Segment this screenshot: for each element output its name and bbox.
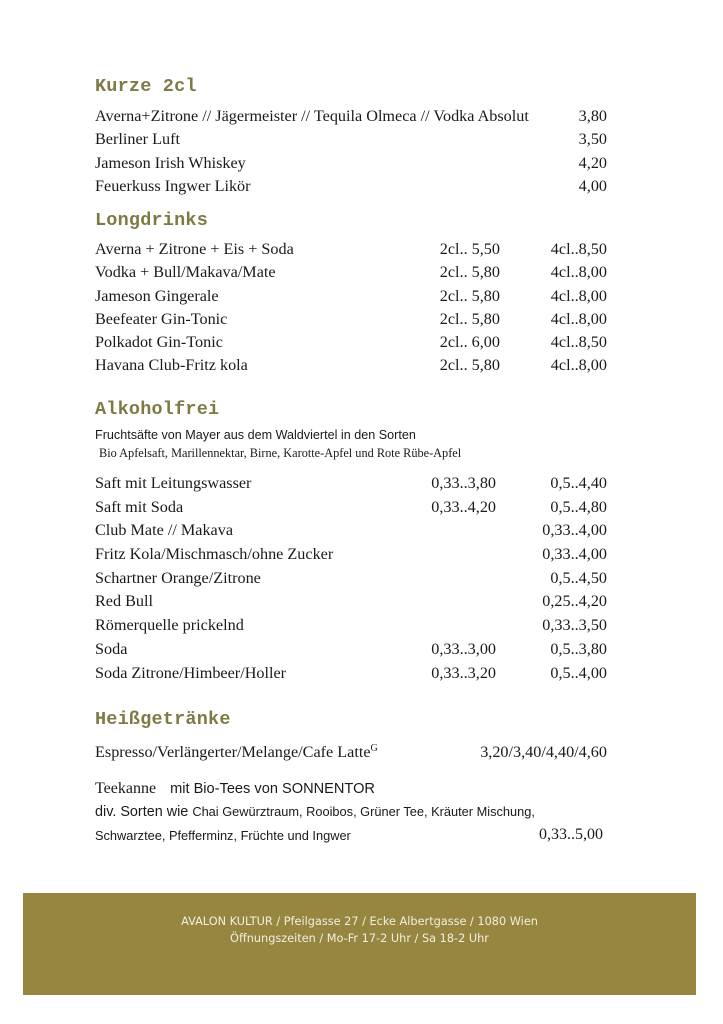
item-name: Red Bull <box>95 592 154 611</box>
item-price-large: 0,33..4,00 <box>542 545 607 564</box>
item-price-4cl: 4cl..8,00 <box>550 309 607 328</box>
item-name: Polkadot Gin-Tonic <box>95 333 223 352</box>
item-price-large: 0,33..4,00 <box>542 521 607 540</box>
tea-sorts-prefix: div. Sorten wie <box>95 804 189 820</box>
item-price-4cl: 4cl..8,00 <box>550 356 607 375</box>
menu-item <box>95 590 607 614</box>
item-price-small: 0,33..4,20 <box>431 497 496 516</box>
item-name: Römerquelle prickelnd <box>95 616 244 635</box>
tea-label: Teekanne <box>95 780 157 797</box>
tea-heading <box>95 780 375 798</box>
menu-item <box>95 238 607 261</box>
menu-item <box>95 128 607 151</box>
item-price-large: 0,33..3,50 <box>542 616 607 635</box>
menu-item <box>95 567 607 591</box>
item-name: Jameson Gingerale <box>95 286 219 305</box>
menu-item <box>95 519 607 543</box>
item-price-large: 0,5..4,40 <box>550 474 607 492</box>
item-price: 0,33..5,00 <box>539 826 603 843</box>
section-longdrinks <box>95 208 607 375</box>
footer-address: AVALON KULTUR / Pfeilgasse 27 / Ecke Albertgasse / 1080 Wien <box>181 915 538 928</box>
tea-sorts-list: Chai Gewürztraum, Rooibos, Grüner Tee, Kräuter Mischung, <box>192 804 535 819</box>
tea-sorts-line1 <box>95 804 535 820</box>
item-price-4cl: 4cl..8,50 <box>550 333 607 352</box>
section-kurze <box>95 74 607 195</box>
item-price-large: 0,5..4,00 <box>550 663 607 682</box>
menu-item-espresso <box>95 741 607 764</box>
item-name: Saft mit Soda <box>95 497 184 516</box>
item-price-small: 0,33..3,00 <box>431 639 496 658</box>
section-alkoholfrei <box>95 397 607 682</box>
section-title-kurze: Kurze 2cl <box>95 76 197 97</box>
menu-item <box>95 308 607 331</box>
item-price: 3,50 <box>578 130 607 149</box>
item-price-2cl: 2cl.. 5,80 <box>439 263 500 282</box>
item-name: Club Mate // Makava <box>95 521 234 540</box>
allergen-marker: G <box>370 743 378 754</box>
item-price-4cl: 4cl..8,50 <box>550 240 607 258</box>
espresso-name: Espresso/Verlängerter/Melange/Cafe Latte <box>95 743 371 761</box>
item-price: 4,00 <box>578 176 607 195</box>
menu-item <box>95 472 607 496</box>
section-title-heissgetraenke: Heißgetränke <box>95 709 231 730</box>
item-price: 3,20/3,40/4,40/4,60 <box>480 743 607 761</box>
item-price-2cl: 2cl.. 5,80 <box>439 309 500 328</box>
menu-item <box>95 543 607 567</box>
item-price-small: 0,33..3,20 <box>431 663 496 682</box>
item-name: Jameson Irish Whiskey <box>95 153 246 172</box>
menu-item <box>95 152 607 175</box>
longdrinks-list <box>95 238 607 378</box>
menu-item <box>95 638 607 662</box>
item-price-4cl: 4cl..8,00 <box>550 286 607 305</box>
juice-note: Fruchtsäfte von Mayer aus dem Waldviertel in den Sorten <box>95 428 416 442</box>
item-name: Fritz Kola/Mischmasch/ohne Zucker <box>95 545 334 564</box>
item-price-large: 0,5..4,50 <box>550 568 607 587</box>
item-price-large: 0,5..4,80 <box>550 497 607 516</box>
item-name: Beefeater Gin-Tonic <box>95 309 228 328</box>
item-name: Schartner Orange/Zitrone <box>95 568 261 587</box>
section-title-alkoholfrei: Alkoholfrei <box>95 399 220 420</box>
item-name: Averna+Zitrone // Jägermeister // Tequila Olmeca // Vodka Absolut <box>95 107 529 125</box>
alkoholfrei-list <box>95 472 607 685</box>
menu-item <box>95 662 607 686</box>
item-price-small: 0,33..3,80 <box>431 474 496 492</box>
item-price-2cl: 2cl.. 5,50 <box>439 240 500 258</box>
item-name: Berliner Luft <box>95 130 180 149</box>
menu-item <box>95 175 607 198</box>
section-title-longdrinks: Longdrinks <box>95 210 209 231</box>
item-price-2cl: 2cl.. 5,80 <box>439 286 500 305</box>
tea-sorts-list-2: Schwarztee, Pfefferminz, Früchte und Ingwer <box>95 828 351 843</box>
menu-item <box>95 496 607 520</box>
kurze-list <box>95 105 607 198</box>
menu-item <box>95 261 607 284</box>
tea-supplier: mit Bio-Tees von SONNENTOR <box>170 781 375 797</box>
tea-sorts-line2 <box>95 828 603 850</box>
item-name: Averna + Zitrone + Eis + Soda <box>95 240 294 258</box>
menu-item <box>95 285 607 308</box>
item-name: Soda <box>95 639 128 658</box>
juice-varieties: Bio Apfelsaft, Marillennektar, Birne, Karotte-Apfel und Rote Rübe-Apfel <box>99 446 462 460</box>
item-price-large: 0,5..3,80 <box>550 639 607 658</box>
menu-item <box>95 354 607 377</box>
section-heissgetraenke <box>95 707 607 843</box>
item-name: Feuerkuss Ingwer Likör <box>95 176 251 195</box>
menu-item <box>95 105 607 128</box>
item-name: Havana Club-Fritz kola <box>95 356 248 375</box>
item-name: Saft mit Leitungswasser <box>95 474 252 492</box>
item-price: 3,80 <box>578 107 607 125</box>
item-price-2cl: 2cl.. 6,00 <box>439 333 500 352</box>
item-name: Soda Zitrone/Himbeer/Holler <box>95 663 287 682</box>
item-price-2cl: 2cl.. 5,80 <box>439 356 500 375</box>
item-price-4cl: 4cl..8,00 <box>550 263 607 282</box>
item-price-large: 0,25..4,20 <box>542 592 607 611</box>
item-name <box>95 741 378 764</box>
footer-banner <box>23 893 696 995</box>
footer-opening-hours: Öffnungszeiten / Mo-Fr 17-2 Uhr / Sa 18-2 Uhr <box>230 932 489 945</box>
item-price: 4,20 <box>578 153 607 172</box>
menu-item <box>95 614 607 638</box>
menu-item <box>95 331 607 354</box>
item-name: Vodka + Bull/Makava/Mate <box>95 263 276 282</box>
